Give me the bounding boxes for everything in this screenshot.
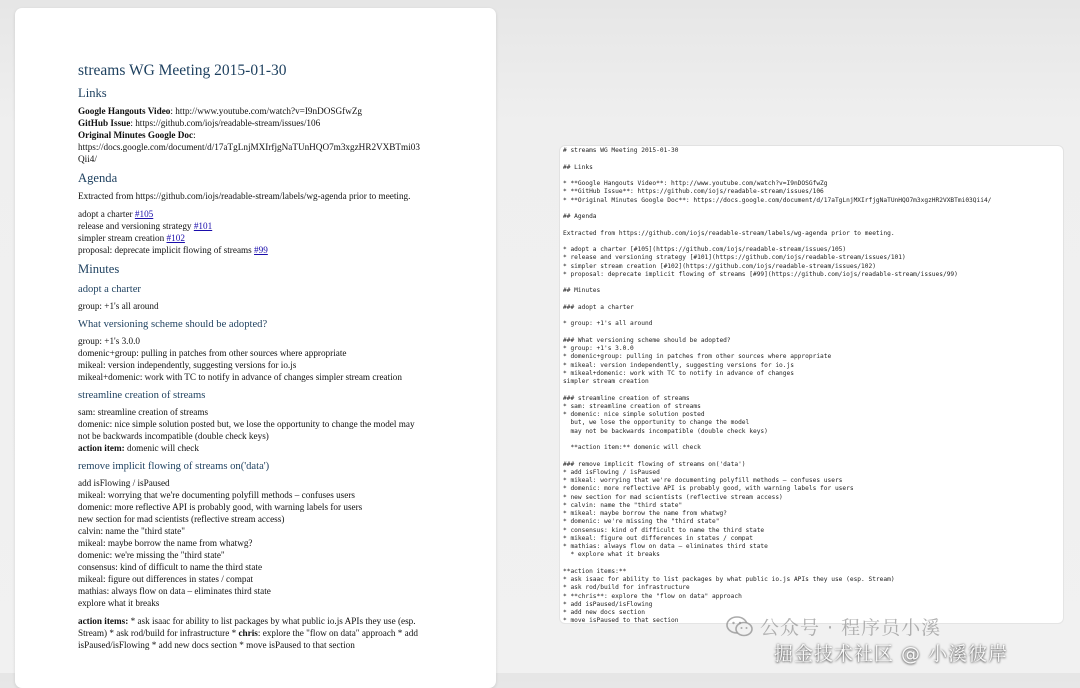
markdown-line: but, we lose the opportunity to change the model bbox=[563, 419, 750, 427]
minutes-heading: Minutes bbox=[78, 262, 120, 276]
issue-link[interactable]: #105 bbox=[134, 209, 154, 219]
markdown-line: * add isPaused/isFlowing bbox=[563, 600, 653, 608]
agenda-item: simpler stream creation #102 bbox=[78, 233, 185, 243]
markdown-line: ## Agenda bbox=[563, 213, 597, 220]
note-line: explore what it breaks bbox=[78, 598, 160, 608]
markdown-line bbox=[563, 172, 1058, 180]
note-line: mathias: always flow on data – eliminates third state bbox=[78, 586, 271, 596]
markdown-line: ## Links bbox=[563, 163, 593, 171]
markdown-line: * domenic: we're missing the "third state" bbox=[563, 518, 720, 526]
gdoc-url-continued: Qii4/ bbox=[78, 154, 97, 164]
markdown-line: * **chris**: explore the "flow on data" approach bbox=[563, 592, 742, 600]
markdown-line: * ask isaac for ability to list packages by what public io.js APIs they use (esp. Stream) bbox=[563, 576, 895, 583]
link-item: Google Hangouts Video: http://www.youtube.com/watch?v=I9nDOSGfwZg bbox=[78, 106, 363, 116]
markdown-source[interactable] bbox=[563, 147, 1058, 626]
markdown-line: * add new docs section bbox=[563, 609, 645, 616]
markdown-line: Extracted from https://github.com/iojs/readable-stream/labels/wg-agenda prior to meeting. bbox=[563, 229, 895, 237]
note-line: domenic: more reflective API is probably good, with warning labels for users bbox=[78, 502, 363, 512]
markdown-line: * domenic+group: pulling in patches from other sources where appropriate bbox=[563, 353, 832, 361]
action-item-line: action item: domenic will check bbox=[78, 443, 199, 453]
note-line: consensus: kind of difficult to name the third state bbox=[78, 562, 263, 572]
markdown-line: # streams WG Meeting 2015-01-30 bbox=[563, 147, 679, 154]
markdown-line bbox=[563, 452, 1058, 460]
markdown-line: * domenic: more reflective API is probably good, with warning labels for users bbox=[563, 485, 854, 493]
markdown-line: * add isFlowing / isPaused bbox=[563, 468, 660, 476]
markdown-line: * calvin: name the "third state" bbox=[563, 501, 683, 509]
links-list bbox=[78, 105, 438, 165]
markdown-line: * adopt a charter [#105](https://github.com/iojs/readable-stream/issues/105) bbox=[563, 246, 847, 253]
link-item: Original Minutes Google Doc: bbox=[78, 130, 196, 140]
rendered-document bbox=[78, 61, 438, 657]
note-line: new section for mad scientists (reflective stream access) bbox=[78, 514, 285, 524]
markdown-line: * ask rod/build for infrastructure bbox=[563, 584, 690, 592]
markdown-line: * release and versioning strategy [#101](https://github.com/iojs/readable-stream/issues/101) bbox=[563, 254, 906, 262]
implicit-flowing-heading: remove implicit flowing of streams on('data') bbox=[78, 461, 270, 472]
versioning-notes bbox=[78, 335, 438, 383]
markdown-line: * proposal: deprecate implicit flowing of streams [#99](https://github.com/iojs/readable-stream/issues/99) bbox=[563, 270, 958, 278]
markdown-line: may not be backwards incompatible (double check keys) bbox=[563, 427, 768, 435]
markdown-line: * mikeal: worrying that we're documenting polyfill methods – confuses users bbox=[563, 477, 843, 484]
markdown-line: * mathias: always flow on data – eliminates third state bbox=[563, 543, 768, 550]
markdown-line: ### streamline creation of streams bbox=[563, 394, 690, 402]
markdown-line bbox=[563, 329, 1058, 337]
markdown-line: ## Minutes bbox=[563, 287, 601, 295]
note-line: not be backwards incompatible (double check keys) bbox=[78, 431, 269, 441]
action-items-paragraph: action items: * ask isaac for ability to list packages by what public io.js APIs they use (esp. Stream) * ask rod/build for infrastructure * chris: explore the "flow on data" approach * add isPaused/isFlowing * add new docs section * move isPaused to that section bbox=[78, 616, 418, 650]
note-line: domenic: nice simple solution posted but, we lose the opportunity to change the model may bbox=[78, 419, 415, 429]
note-line: group: +1's 3.0.0 bbox=[78, 336, 140, 346]
markdown-line: * explore what it breaks bbox=[563, 551, 660, 559]
gdoc-url: https://docs.google.com/document/d/17aTgLnjMXIrfjgNaTUnHQO7m3xgzHR2VXBTmi03 bbox=[78, 142, 420, 152]
markdown-line bbox=[563, 560, 1058, 568]
watermark bbox=[726, 613, 1080, 673]
wechat-icon bbox=[726, 615, 754, 637]
markdown-line: * mikeal: maybe borrow the name from whatwg? bbox=[563, 510, 727, 517]
page-title: streams WG Meeting 2015-01-30 bbox=[78, 62, 287, 79]
markdown-line: ### What versioning scheme should be adopted? bbox=[563, 336, 731, 344]
markdown-line: * new section for mad scientists (reflective stream access) bbox=[563, 493, 783, 501]
markdown-line: * mikeal: figure out differences in states / compat bbox=[563, 534, 753, 542]
markdown-line: ### remove implicit flowing of streams on('data') bbox=[563, 460, 746, 468]
markdown-line: * mikeal+domenic: work with TC to notify in advance of changes bbox=[563, 369, 794, 377]
markdown-line bbox=[563, 279, 1058, 287]
markdown-line: * group: +1's all around bbox=[563, 320, 653, 328]
implicit-flowing-notes bbox=[78, 477, 438, 609]
markdown-line bbox=[563, 296, 1058, 304]
markdown-line: simpler stream creation bbox=[563, 378, 649, 385]
agenda-item: release and versioning strategy #101 bbox=[78, 221, 213, 231]
agenda-list bbox=[78, 208, 438, 256]
agenda-item: proposal: deprecate implicit flowing of streams #99 bbox=[78, 245, 268, 255]
markdown-line bbox=[563, 221, 1058, 229]
markdown-line: * **Google Hangouts Video**: http://www.youtube.com/watch?v=I9nDOSGfwZg bbox=[563, 180, 828, 187]
note-line: domenic+group: pulling in patches from other sources where appropriate bbox=[78, 348, 347, 358]
markdown-line: **action item:** domenic will check bbox=[563, 444, 701, 451]
markdown-line: * mikeal: version independently, suggesting versions for io.js bbox=[563, 361, 794, 369]
markdown-line bbox=[563, 386, 1058, 394]
issue-link[interactable]: #101 bbox=[193, 221, 213, 231]
charter-heading: adopt a charter bbox=[78, 284, 141, 295]
markdown-line: ### adopt a charter bbox=[563, 303, 634, 311]
watermark-line-1: 公众号 · 程序员小溪 bbox=[760, 617, 942, 639]
note-line: mikeal+domenic: work with TC to notify in advance of changes simpler stream creation bbox=[78, 372, 402, 382]
links-heading: Links bbox=[78, 86, 107, 100]
issue-link[interactable]: #99 bbox=[254, 245, 268, 255]
note-line: calvin: name the "third state" bbox=[78, 526, 185, 536]
charter-line: group: +1's all around bbox=[78, 301, 159, 311]
markdown-line: * sam: streamline creation of streams bbox=[563, 402, 701, 410]
note-line: mikeal: figure out differences in states / compat bbox=[78, 574, 254, 584]
markdown-line: * simpler stream creation [#102](https://github.com/iojs/readable-stream/issues/102) bbox=[563, 262, 876, 270]
streamline-notes bbox=[78, 406, 438, 454]
link-item: GitHub Issue: https://github.com/iojs/readable-stream/issues/106 bbox=[78, 118, 321, 128]
markdown-line: * domenic: nice simple solution posted bbox=[563, 411, 705, 418]
markdown-line bbox=[563, 238, 1058, 246]
markdown-line: * **GitHub Issue**: https://github.com/iojs/readable-stream/issues/106 bbox=[563, 188, 824, 196]
markdown-line bbox=[563, 312, 1058, 320]
note-line: add isFlowing / isPaused bbox=[78, 478, 170, 488]
note-line: mikeal: worrying that we're documenting polyfill methods – confuses users bbox=[78, 490, 355, 500]
agenda-heading: Agenda bbox=[78, 171, 118, 185]
streamline-heading: streamline creation of streams bbox=[78, 390, 206, 401]
note-line: domenic: we're missing the "third state" bbox=[78, 550, 225, 560]
markdown-line: * **Original Minutes Google Doc**: https://docs.google.com/document/d/17aTgLnjMXIrfjgNaTUnHQO7m3xgzHR2VXBTmi03Qii4/ bbox=[563, 196, 992, 204]
markdown-line: * consensus: kind of difficult to name the third state bbox=[563, 526, 765, 534]
note-line: mikeal: version independently, suggesting versions for io.js bbox=[78, 360, 297, 370]
agenda-item: adopt a charter #105 bbox=[78, 209, 154, 219]
versioning-heading: What versioning scheme should be adopted? bbox=[78, 319, 268, 330]
agenda-intro: Extracted from https://github.com/iojs/readable-stream/labels/wg-agenda prior to meeting. bbox=[78, 191, 411, 201]
issue-link[interactable]: #102 bbox=[166, 233, 185, 243]
note-line: mikeal: maybe borrow the name from whatwg? bbox=[78, 538, 253, 548]
markdown-line: * group: +1's 3.0.0 bbox=[563, 345, 634, 352]
note-line: sam: streamline creation of streams bbox=[78, 407, 209, 417]
markdown-line: * move isPaused to that section bbox=[563, 617, 679, 625]
markdown-line bbox=[563, 155, 1058, 163]
markdown-line bbox=[563, 436, 1058, 444]
watermark-line-2: 掘金技术社区 @ 小溪彼岸 bbox=[774, 643, 1009, 665]
markdown-line bbox=[563, 205, 1058, 213]
markdown-line: **action items:** bbox=[563, 567, 627, 575]
